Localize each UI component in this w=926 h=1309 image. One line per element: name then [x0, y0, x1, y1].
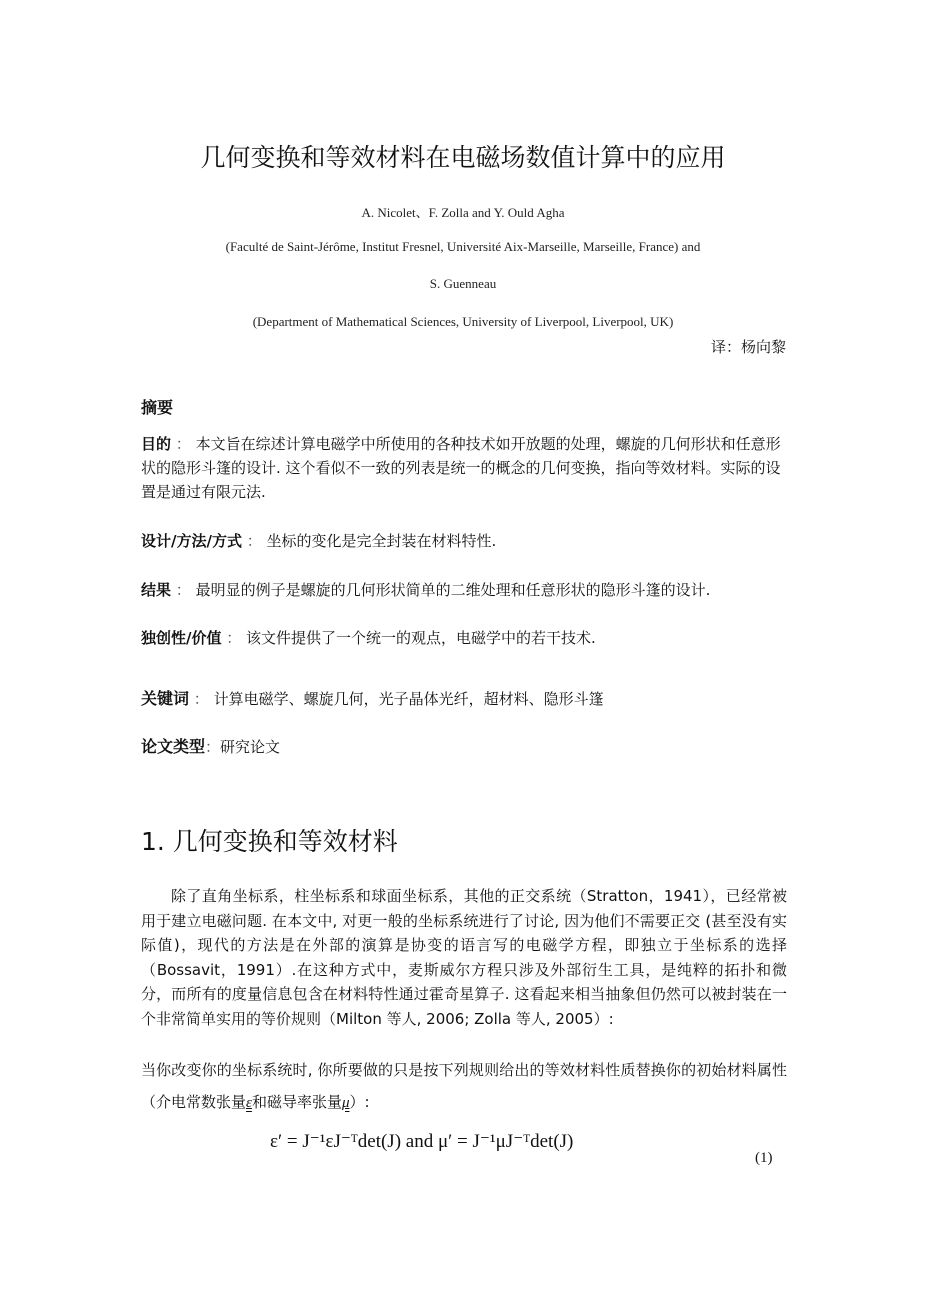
- abstract-design: 设计/方法/方式 ： 坐标的变化是完全封装在材料特性.: [141, 532, 497, 550]
- abstract-results: 结果 ： 最明显的例子是螺旋的几何形状简单的二维处理和任意形状的隐形斗篷的设计.: [141, 581, 711, 599]
- section-1-paragraph-2: [141, 1054, 787, 1119]
- originality-label: 独创性/价值: [141, 629, 222, 647]
- authors: A. Nicolet、F. Zolla and Y. Ould Agha: [361, 205, 565, 220]
- para2-text-c: ）:: [349, 1093, 370, 1111]
- design-label: 设计/方法/方式: [141, 532, 242, 550]
- abstract-paper-type: 论文类型：研究论文: [141, 737, 281, 756]
- para2-text-b: 和磁导率张量: [251, 1093, 342, 1111]
- abstract-purpose: 目的 ： 本文旨在综述计算电磁学中所使用的各种技术如开放题的处理，螺旋的几何形状和任意形状的隐形斗篷的设计. 这个看似不一致的列表是统一的概念的几何变换，指向等效材料。实际的设置是通过有限元法.: [141, 435, 781, 501]
- paper-type-text: 研究论文: [220, 738, 281, 756]
- abstract-originality: 独创性/价值 ： 该文件提供了一个统一的观点，电磁学中的若干技术.: [141, 629, 596, 647]
- paper-type-label: 论文类型: [141, 737, 206, 756]
- mu-symbol: μ: [341, 1095, 350, 1111]
- design-text: 坐标的变化是完全封装在材料特性.: [266, 532, 497, 550]
- equation-number: (1): [755, 1150, 773, 1166]
- purpose-text: 本文旨在综述计算电磁学中所使用的各种技术如开放题的处理，螺旋的几何形状和任意形状的隐形斗篷的设计. 这个看似不一致的列表是统一的概念的几何变换，指向等效材料。实际的设置是通过有限元法.: [141, 435, 781, 501]
- translator: 译：杨向黎: [710, 338, 786, 356]
- keywords-text: 计算电磁学、螺旋几何，光子晶体光纤，超材料、隐形斗篷: [213, 690, 604, 708]
- epsilon-symbol: ε: [246, 1095, 252, 1111]
- abstract-heading: 摘要: [141, 398, 174, 417]
- paper-title: 几何变换和等效材料在电磁场数值计算中的应用: [200, 143, 726, 172]
- para2-text-a: 当你改变你的坐标系统时, 你所要做的只是按下列规则给出的等效材料性质替换你的初始材料属性（介电常数张量: [141, 1061, 787, 1111]
- affiliation-1: (Faculté de Saint-Jérôme, Institut Fresnel, Université Aix-Marseille, Marseille, France) and: [225, 239, 701, 254]
- author-2: S. Guenneau: [429, 276, 497, 291]
- results-text: 最明显的例子是螺旋的几何形状简单的二维处理和任意形状的隐形斗篷的设计.: [195, 581, 711, 599]
- results-label: 结果: [141, 581, 172, 599]
- originality-text: 该文件提供了一个统一的观点，电磁学中的若干技术.: [246, 629, 596, 647]
- abstract-keywords: 关键词 ： 计算电磁学、螺旋几何，光子晶体光纤，超材料、隐形斗篷: [141, 689, 604, 708]
- section-1-heading: 1. 几何变换和等效材料: [141, 827, 398, 856]
- affiliation-2: (Department of Mathematical Sciences, University of Liverpool, Liverpool, UK): [252, 314, 674, 329]
- keywords-label: 关键词: [141, 689, 190, 708]
- equation-1: ε′ = J⁻¹εJ⁻ᵀdet(J) and μ′ = J⁻¹μJ⁻ᵀdet(J): [270, 1131, 574, 1152]
- section-1-paragraph-1: 除了直角坐标系，柱坐标系和球面坐标系，其他的正交系统（Stratton，1941），已经常被用于建立电磁问题. 在本文中, 对更一般的坐标系统进行了讨论, 因为他们不需要正交 (甚至没有实际值)，现代的方法是在外部的演算是协变的语言写的电磁学方程，即独立于坐标系的选择（Bossavit，1991）.在这种方式中，麦斯威尔方程只涉及外部衍生工具，是纯粹的拓扑和微分，而所有的度量信息包含在材料特性通过霍奇星算子. 这看起来相当抽象但仍然可以被封装在一个非常简单实用的等价规则（Milton 等人, 2006; Zolla 等人, 2005）:: [141, 887, 787, 1028]
- purpose-label: 目的: [141, 435, 172, 453]
